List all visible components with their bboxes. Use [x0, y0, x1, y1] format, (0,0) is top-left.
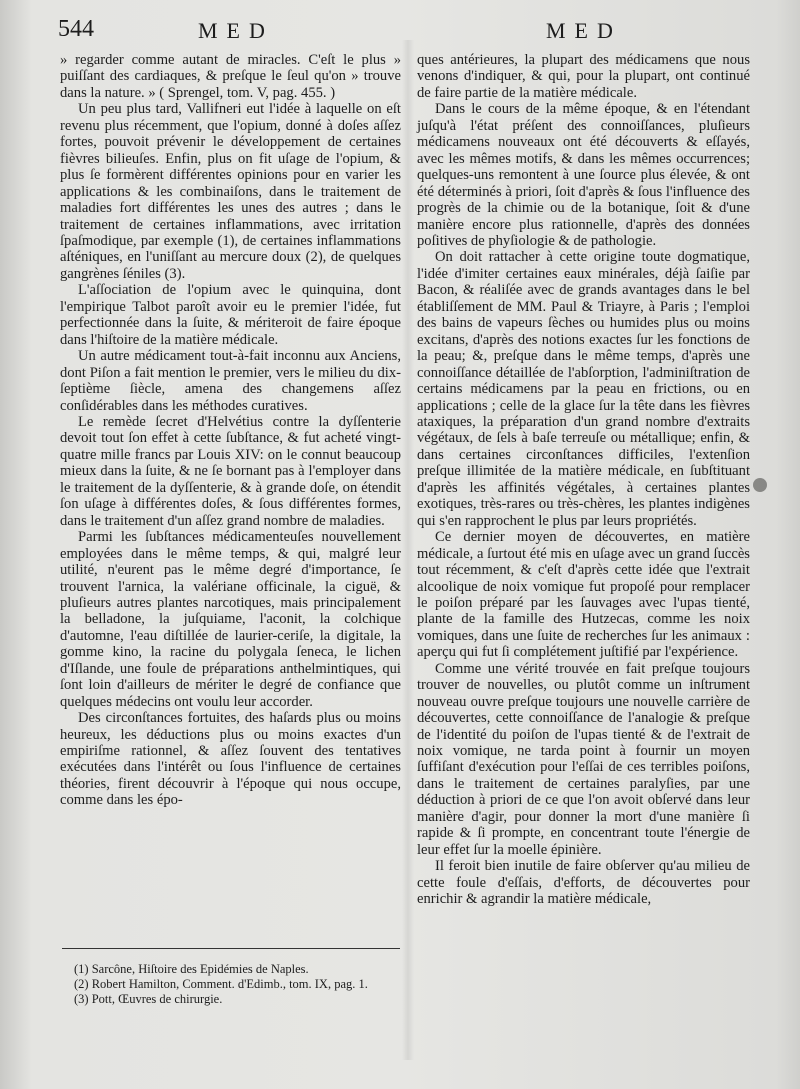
paragraph: ques antérieures, la plupart des médicamens que nous venons d'indiquer, & qui, pour la plupart, ont continué de faire partie de la matière médicale. — [417, 52, 750, 101]
paragraph: Dans le cours de la même époque, & en l'étendant juſqu'à l'état préſent des connoiſſances, pluſieurs médicamens nouveaux ont été découverts & eſſayés, avec les mêmes motifs, & dans les mêmes occurrences; quelques-uns remontent à une ſource plus élevée, & ont été déterminés à priori, ſoit d'après & ſous l'influence des progrès de la chimie ou de la botanique, ſoit & d'une manière encore plus rationnelle, d'après des données poſitives de phyſiologie & de pathologie. — [417, 101, 750, 249]
paragraph: Comme une vérité trouvée en fait preſque toujours trouver de nouvelles, ou plutôt comme un inſtrument nouveau ouvre preſque toujours une nouvelle carrière de découvertes, cette connoiſſance de l'analogie & preſque de l'identité du poiſon de l'upas tienté & de l'extrait de noix vomique, ne tarda point à fournir un moyen ſuffiſant d'exécution pour l'eſſai de ces terribles poiſons, dans le traitement de certaines paralyſies, par une déduction à priori de ce que l'on avoit obſervé dans leur manière d'agir, pour donner la mort d'une manière ſi rapide & ſi prompte, en concentrant toute l'énergie de leur effet ſur la moelle épinière. — [417, 660, 750, 858]
paragraph: Le remède ſecret d'Helvétius contre la dyſſenterie devoit tout ſon effet à cette ſubſtance, & fut acheté vingt-quatre mille francs par Louis XIV: on le connut beaucoup mieux dans la ſuite, & ne ſe bornant pas à l'employer dans le traitement de la dyſſenterie, & à grande doſe, on étendit ſon uſage à différentes doſes, & ſous différentes formes, dans le traitement d'un aſſez grand nombre de maladies. — [60, 413, 401, 529]
footnote-marker: (2) — [74, 977, 89, 991]
paragraph: Des circonſtances fortuites, des haſards plus ou moins heureux, les déductions plus ou moins exactes d'un empiriſme rationnel, & aſſez ſouvent des tentatives exécutées dans l'intérêt ou ſous l'influence de certaines théories, firent découvrir à l'époque qui nous occupe, comme dans les épo- — [60, 710, 401, 809]
ink-spot — [753, 478, 767, 492]
footnote-text: Robert Hamilton, Comment. d'Edimb., tom. IX, pag. 1. — [91, 977, 368, 991]
paragraph: Ce dernier moyen de découvertes, en matière médicale, a ſurtout été mis en uſage avec un grand ſuccès tout récemment, & c'eſt d'après cette idée que l'extrait alcoolique de noix vomique fut propoſé pour remplacer le poiſon préparé par les ſauvages avec l'upas tienté, plante de la famille des Hutzecas, comme les noix vomiques, dans une ſuite de recherches ſur les animaux : aperçu qui fut ſi complétement juſtifié par l'expérience. — [417, 529, 750, 661]
paragraph: Un autre médicament tout-à-fait inconnu aux Anciens, dont Piſon a fait mention le premier, vers le milieu du dix-ſeptième ſiècle, amena des changemens aſſez conſidérables dans les méthodes curatives. — [60, 348, 401, 414]
running-head-right: MED — [546, 18, 622, 43]
footnote-marker: (1) — [74, 962, 89, 976]
page-gutter-shadow — [402, 40, 414, 1060]
left-column — [60, 52, 401, 809]
right-column — [417, 52, 750, 908]
footnote-divider — [62, 948, 400, 949]
running-head-left: MED — [198, 18, 274, 43]
footnote — [74, 962, 402, 977]
paragraph: Un peu plus tard, Vallifneri eut l'idée à laquelle on eſt revenu plus récemment, que l'opium, donné à doſes aſſez fortes, pouvoit prévenir le développement de certaines fièvres bilieuſes. Enfin, plus on fit uſage de l'opium, & plus ſe formèrent différentes opinions pour en varier les applications & les combinaiſons, dans le traitement de maladies fort différentes les unes des autres ; dans le traitement de certaines inflammations, avec irritation ſpaſmodique, par exemple (1), de certaines inflammations aſténiques, en l'uniſſant au mercure doux (2), de quelques gangrènes ſéniles (3). — [60, 101, 401, 282]
paragraph: » regarder comme autant de miracles. C'eſt le plus » puiſſant des cardiaques, & preſque le ſeul qu'on » trouve dans la nature. » ( Sprengel, tom. V, pag. 455. ) — [60, 52, 401, 101]
footnote-text: Sarcône, Hiſtoire des Epidémies de Naples. — [91, 962, 309, 976]
footnote — [74, 992, 402, 1007]
paragraph: On doit rattacher à cette origine toute dogmatique, l'idée d'imiter certaines eaux minérales, déjà ſaiſie par Bacon, & réaliſée avec de grands avantages dans le bel établiſſement de MM. Paul & Triayre, à Paris ; l'emploi des bains de vapeurs ſèches ou humides plus ou moins excitans, d'après des notions exactes ſur les fonctions de la peau; &, preſque dans le même temps, d'après une connoiſſance détaillée de l'abſorption, l'adminiſtration de certains médicamens par la peau en frictions, ou en applications ; celle de la glace ſur la tête dans les fièvres ataxiques, la préparation d'un grand nombre d'extraits végétaux, de ſels à baſe terreuſe ou métallique; enfin, & dans certaines circonſtances difficiles, l'extenſion preſque illimitée de la matière médicale, en ſubſtituant d'après les affinités végétales, à certaines plantes exotiques, très-rares ou très-chères, les plantes indigènes qui s'en rapprochent le plus par leurs propriétés. — [417, 249, 750, 529]
footnotes — [74, 962, 402, 1007]
footnote — [74, 977, 402, 992]
page-number: 544 — [58, 16, 94, 42]
footnote-text: Pott, Œuvres de chirurgie. — [91, 992, 223, 1006]
footnote-marker: (3) — [74, 992, 89, 1006]
paragraph: Parmi les ſubſtances médicamenteuſes nouvellement employées dans le même temps, & qui, malgré leur utilité, n'eurent pas le même degré d'importance, ſe trouvent l'arnica, la valériane officinale, la ciguë, & pluſieurs autres plantes narcotiques, mais principalement la belladone, la juſquiame, l'aconit, la colchique d'automne, l'eau diſtillée de laurier-ceriſe, la digitale, la gomme kino, la racine du polygala ſeneca, le lichen d'Iſlande, une foule de préparations anthelmintiques, qui ſont loin d'ailleurs de mériter le degré de confiance que quelques médecins ont voulu leur accorder. — [60, 529, 401, 710]
paragraph: Il feroit bien inutile de faire obſerver qu'au milieu de cette foule d'eſſais, d'efforts, de découvertes pour enrichir & agrandir la matière médicale, — [417, 858, 750, 908]
paragraph: L'aſſociation de l'opium avec le quinquina, dont l'empirique Talbot paroît avoir eu le premier l'idée, fut perfectionnée dans la ſuite, & mériteroit de faire époque dans l'hiſtoire de la matière médicale. — [60, 282, 401, 348]
